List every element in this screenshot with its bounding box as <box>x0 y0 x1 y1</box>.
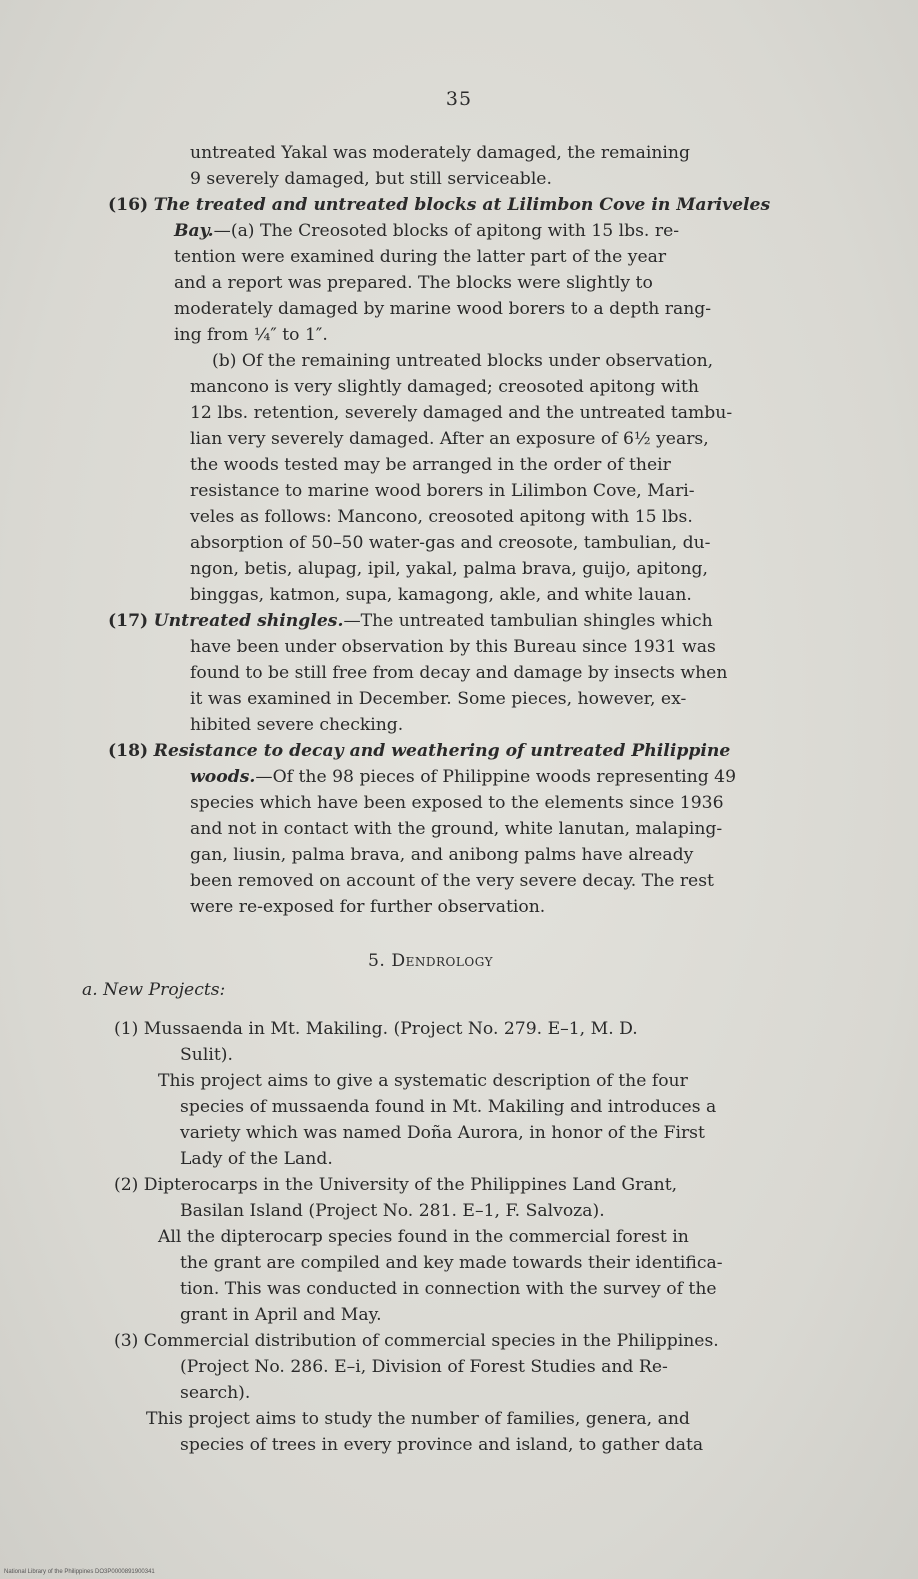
text-line: the grant are compiled and key made towards their identifica- <box>180 1253 723 1273</box>
text-line: and not in contact with the ground, white lanutan, malaping- <box>190 819 723 839</box>
page-number: 35 <box>445 88 473 110</box>
paragraph-16-first-line <box>108 192 770 218</box>
text-line: All the dipterocarp species found in the commercial forest in <box>158 1227 689 1247</box>
item-title-cont: woods. <box>190 767 256 787</box>
text-line: mancono is very slightly damaged; creosoted apitong with <box>190 377 700 397</box>
item-title: Untreated shingles. <box>153 611 344 631</box>
text-line: the woods tested may be arranged in the order of their <box>190 455 671 475</box>
text-line: (Project No. 286. E–i, Division of Forest Studies and Re- <box>180 1357 668 1377</box>
text-line: it was examined in December. Some pieces, however, ex- <box>190 689 687 709</box>
subheading: a. New Projects: <box>82 980 226 1000</box>
text-line <box>190 764 736 790</box>
text-line: (3) Commercial distribution of commercial species in the Philippines. <box>114 1331 719 1351</box>
text-line: resistance to marine wood borers in Lilimbon Cove, Mari- <box>190 481 695 501</box>
text-span: —The untreated tambulian shingles which <box>343 611 713 631</box>
item-number: (17) <box>108 611 149 631</box>
text-line: search). <box>180 1383 251 1403</box>
text-line: gan, liusin, palma brava, and anibong palms have already <box>190 845 694 865</box>
text-span: —Of the 98 pieces of Philippine woods representing 49 <box>255 767 737 787</box>
text-line: This project aims to study the number of families, genera, and <box>146 1409 690 1429</box>
text-line: species of mussaenda found in Mt. Makiling and introduces a <box>180 1097 717 1117</box>
text-line: grant in April and May. <box>180 1305 382 1325</box>
text-line: 9 severely damaged, but still serviceable. <box>190 169 552 189</box>
text-line: binggas, katmon, supa, kamagong, akle, and white lauan. <box>190 585 692 605</box>
text-line: tention were examined during the latter part of the year <box>174 247 667 267</box>
text-line: moderately damaged by marine wood borers to a depth rang- <box>174 299 712 319</box>
item-number: (18) <box>108 741 149 761</box>
item-number: (16) <box>108 195 149 215</box>
text-line: species of trees in every province and island, to gather data <box>180 1435 704 1455</box>
item-title: Resistance to decay and weathering of untreated Philippine <box>153 741 731 761</box>
item-title: The treated and untreated blocks at Lilimbon Cove in Mariveles <box>153 195 771 215</box>
text-line: variety which was named Doña Aurora, in honor of the First <box>180 1123 705 1143</box>
text-line: were re-exposed for further observation. <box>190 897 546 917</box>
scan-footer: National Library of the Philippines DO3P0000891900341 <box>4 1569 155 1575</box>
paragraph-17-first-line <box>108 608 713 634</box>
text-line: species which have been exposed to the elements since 1936 <box>190 793 724 813</box>
text-line: untreated Yakal was moderately damaged, the remaining <box>190 143 690 163</box>
text-line: Basilan Island (Project No. 281. E–1, F. Salvoza). <box>180 1201 605 1221</box>
text-line: found to be still free from decay and damage by insects when <box>190 663 728 683</box>
paragraph-18-first-line <box>108 738 730 764</box>
text-line: (b) Of the remaining untreated blocks under observation, <box>212 351 714 371</box>
text-line: and a report was prepared. The blocks were slightly to <box>174 273 653 293</box>
text-line: 12 lbs. retention, severely damaged and the untreated tambu- <box>190 403 733 423</box>
text-line: tion. This was conducted in connection with the survey of the <box>180 1279 717 1299</box>
text-span: —(a) The Creosoted blocks of apitong with 15 lbs. re- <box>213 221 680 241</box>
text-line: Lady of the Land. <box>180 1149 333 1169</box>
text-line: ing from ¼″ to 1″. <box>174 325 328 345</box>
text-line: (2) Dipterocarps in the University of the Philippines Land Grant, <box>114 1175 678 1195</box>
text-line: This project aims to give a systematic description of the four <box>158 1071 688 1091</box>
text-line: have been under observation by this Bureau since 1931 was <box>190 637 716 657</box>
text-line <box>174 218 679 244</box>
text-line: hibited severe checking. <box>190 715 404 735</box>
section-heading: 5. Dendrology <box>368 951 493 971</box>
text-line: absorption of 50–50 water-gas and creosote, tambulian, du- <box>190 533 711 553</box>
item-title-cont: Bay. <box>174 221 214 241</box>
text-line: Sulit). <box>180 1045 233 1065</box>
text-line: (1) Mussaenda in Mt. Makiling. (Project No. 279. E–1, M. D. <box>114 1019 638 1039</box>
text-line: been removed on account of the very severe decay. The rest <box>190 871 714 891</box>
text-line: ngon, betis, alupag, ipil, yakal, palma brava, guijo, apitong, <box>190 559 709 579</box>
text-line: lian very severely damaged. After an exposure of 6½ years, <box>190 429 709 449</box>
text-line: veles as follows: Mancono, creosoted apitong with 15 lbs. <box>190 507 693 527</box>
